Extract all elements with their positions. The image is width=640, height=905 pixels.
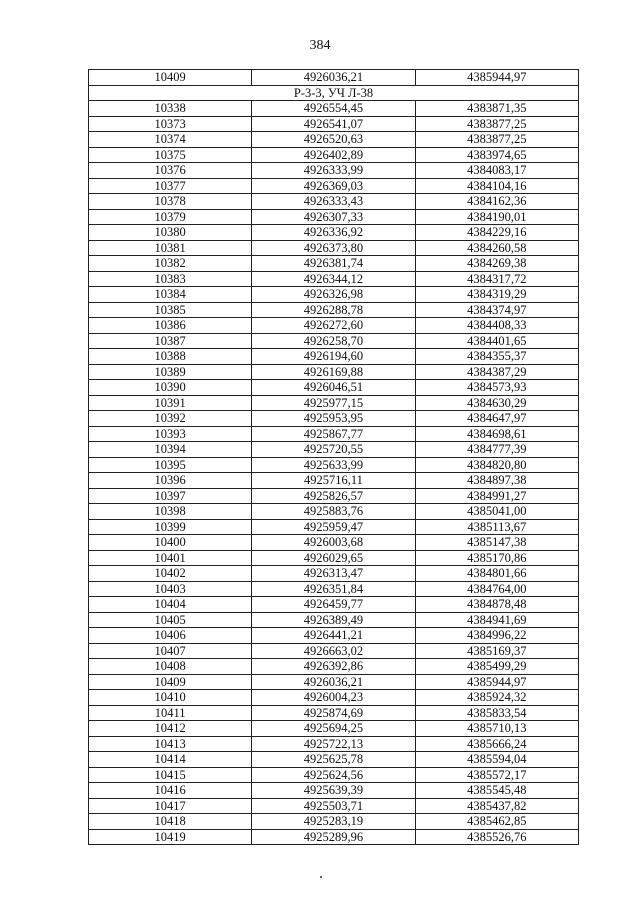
point-number-cell: 10394 xyxy=(89,442,252,458)
point-number-cell: 10398 xyxy=(89,504,252,520)
x-coordinate-cell: 4926313,47 xyxy=(252,566,415,582)
x-coordinate-cell: 4926272,60 xyxy=(252,318,415,334)
x-coordinate-cell: 4926520,63 xyxy=(252,132,415,148)
point-number-cell: 10374 xyxy=(89,132,252,148)
table-row xyxy=(89,736,579,752)
x-coordinate-cell: 4926369,03 xyxy=(252,178,415,194)
y-coordinate-cell: 4385526,76 xyxy=(415,829,578,845)
table-row xyxy=(89,597,579,613)
point-number-cell: 10373 xyxy=(89,116,252,132)
x-coordinate-cell: 4925826,57 xyxy=(252,488,415,504)
x-coordinate-cell: 4925722,13 xyxy=(252,736,415,752)
table-row xyxy=(89,287,579,303)
x-coordinate-cell: 4925289,96 xyxy=(252,829,415,845)
y-coordinate-cell: 4384820,80 xyxy=(415,457,578,473)
table-row xyxy=(89,256,579,272)
x-coordinate-cell: 4926333,99 xyxy=(252,163,415,179)
table-row xyxy=(89,271,579,287)
point-number-cell: 10380 xyxy=(89,225,252,241)
point-number-cell: 10414 xyxy=(89,752,252,768)
table-row xyxy=(89,829,579,845)
y-coordinate-cell: 4384573,93 xyxy=(415,380,578,396)
y-coordinate-cell: 4383871,35 xyxy=(415,101,578,117)
x-coordinate-cell: 4926402,89 xyxy=(252,147,415,163)
y-coordinate-cell: 4385462,85 xyxy=(415,814,578,830)
x-coordinate-cell: 4926029,65 xyxy=(252,550,415,566)
point-number-cell: 10400 xyxy=(89,535,252,551)
y-coordinate-cell: 4385041,00 xyxy=(415,504,578,520)
y-coordinate-cell: 4385594,04 xyxy=(415,752,578,768)
x-coordinate-cell: 4925625,78 xyxy=(252,752,415,768)
point-number-cell: 10397 xyxy=(89,488,252,504)
x-coordinate-cell: 4926258,70 xyxy=(252,333,415,349)
x-coordinate-cell: 4925959,47 xyxy=(252,519,415,535)
point-number-cell: 10417 xyxy=(89,798,252,814)
x-coordinate-cell: 4926554,45 xyxy=(252,101,415,117)
y-coordinate-cell: 4384104,16 xyxy=(415,178,578,194)
y-coordinate-cell: 4384647,97 xyxy=(415,411,578,427)
table-row xyxy=(89,442,579,458)
point-number-cell: 10384 xyxy=(89,287,252,303)
page-number: 384 xyxy=(309,38,331,53)
table-row xyxy=(89,550,579,566)
y-coordinate-cell: 4384996,22 xyxy=(415,628,578,644)
x-coordinate-cell: 4925977,15 xyxy=(252,395,415,411)
y-coordinate-cell: 4384374,97 xyxy=(415,302,578,318)
y-coordinate-cell: 4385170,86 xyxy=(415,550,578,566)
point-number-cell: 10407 xyxy=(89,643,252,659)
y-coordinate-cell: 4385437,82 xyxy=(415,798,578,814)
y-coordinate-cell: 4384260,58 xyxy=(415,240,578,256)
point-number-cell: 10382 xyxy=(89,256,252,272)
point-number-cell: 10408 xyxy=(89,659,252,675)
y-coordinate-cell: 4383974,65 xyxy=(415,147,578,163)
point-number-cell: 10391 xyxy=(89,395,252,411)
point-number-cell: 10412 xyxy=(89,721,252,737)
x-coordinate-cell: 4925716,11 xyxy=(252,473,415,489)
point-number-cell: 10415 xyxy=(89,767,252,783)
x-coordinate-cell: 4926036,21 xyxy=(252,674,415,690)
y-coordinate-cell: 4384401,65 xyxy=(415,333,578,349)
table-row xyxy=(89,101,579,117)
y-coordinate-cell: 4384941,69 xyxy=(415,612,578,628)
point-number-cell: 10409 xyxy=(89,674,252,690)
y-coordinate-cell: 4383877,25 xyxy=(415,132,578,148)
point-number-cell: 10401 xyxy=(89,550,252,566)
table-row xyxy=(89,178,579,194)
point-number-cell: 10410 xyxy=(89,690,252,706)
coordinates-table xyxy=(88,69,579,845)
point-number-cell: 10385 xyxy=(89,302,252,318)
y-coordinate-cell: 4385169,37 xyxy=(415,643,578,659)
table-row xyxy=(89,535,579,551)
table-row xyxy=(89,488,579,504)
y-coordinate-cell: 4384162,36 xyxy=(415,194,578,210)
y-coordinate-cell: 4385545,48 xyxy=(415,783,578,799)
table-row xyxy=(89,457,579,473)
x-coordinate-cell: 4926169,88 xyxy=(252,364,415,380)
y-coordinate-cell: 4385666,24 xyxy=(415,736,578,752)
table-row xyxy=(89,116,579,132)
x-coordinate-cell: 4926392,86 xyxy=(252,659,415,675)
table-row xyxy=(89,473,579,489)
y-coordinate-cell: 4384777,39 xyxy=(415,442,578,458)
table-row xyxy=(89,814,579,830)
point-number-cell: 10386 xyxy=(89,318,252,334)
y-coordinate-cell: 4384698,61 xyxy=(415,426,578,442)
x-coordinate-cell: 4925503,71 xyxy=(252,798,415,814)
table-row xyxy=(89,411,579,427)
y-coordinate-cell: 4385833,54 xyxy=(415,705,578,721)
point-number-cell: 10405 xyxy=(89,612,252,628)
x-coordinate-cell: 4925694,25 xyxy=(252,721,415,737)
point-number-cell: 10395 xyxy=(89,457,252,473)
table-row xyxy=(89,705,579,721)
x-coordinate-cell: 4925633,99 xyxy=(252,457,415,473)
y-coordinate-cell: 4384801,66 xyxy=(415,566,578,582)
point-number-cell: 10413 xyxy=(89,736,252,752)
point-number-cell: 10379 xyxy=(89,209,252,225)
x-coordinate-cell: 4925720,55 xyxy=(252,442,415,458)
y-coordinate-cell: 4384190,01 xyxy=(415,209,578,225)
table-row xyxy=(89,798,579,814)
table-row xyxy=(89,302,579,318)
x-coordinate-cell: 4926441,21 xyxy=(252,628,415,644)
point-number-cell: 10392 xyxy=(89,411,252,427)
section-header-row xyxy=(89,85,579,101)
table-row xyxy=(89,349,579,365)
table-row xyxy=(89,225,579,241)
table-row xyxy=(89,132,579,148)
point-number-cell: 10411 xyxy=(89,705,252,721)
point-number-cell: 10389 xyxy=(89,364,252,380)
table-row xyxy=(89,721,579,737)
table-row xyxy=(89,659,579,675)
x-coordinate-cell: 4925624,56 xyxy=(252,767,415,783)
point-number-cell: 10404 xyxy=(89,597,252,613)
x-coordinate-cell: 4926046,51 xyxy=(252,380,415,396)
y-coordinate-cell: 4384991,27 xyxy=(415,488,578,504)
x-coordinate-cell: 4926344,12 xyxy=(252,271,415,287)
x-coordinate-cell: 4926336,92 xyxy=(252,225,415,241)
table-row xyxy=(89,240,579,256)
y-coordinate-cell: 4384083,17 xyxy=(415,163,578,179)
point-number-cell: 10390 xyxy=(89,380,252,396)
x-coordinate-cell: 4925874,69 xyxy=(252,705,415,721)
x-coordinate-cell: 4926333,43 xyxy=(252,194,415,210)
point-number-cell: 10387 xyxy=(89,333,252,349)
x-coordinate-cell: 4926326,98 xyxy=(252,287,415,303)
table-row xyxy=(89,566,579,582)
point-number-cell: 10383 xyxy=(89,271,252,287)
y-coordinate-cell: 4383877,25 xyxy=(415,116,578,132)
y-coordinate-cell: 4384878,48 xyxy=(415,597,578,613)
y-coordinate-cell: 4385572,17 xyxy=(415,767,578,783)
point-number-cell: 10402 xyxy=(89,566,252,582)
x-coordinate-cell: 4926373,80 xyxy=(252,240,415,256)
table-row xyxy=(89,147,579,163)
table-row xyxy=(89,643,579,659)
x-coordinate-cell: 4926541,07 xyxy=(252,116,415,132)
point-number-cell: 10378 xyxy=(89,194,252,210)
y-coordinate-cell: 4384387,29 xyxy=(415,364,578,380)
y-coordinate-cell: 4384897,38 xyxy=(415,473,578,489)
y-coordinate-cell: 4384319,29 xyxy=(415,287,578,303)
table-row xyxy=(89,209,579,225)
x-coordinate-cell: 4926351,84 xyxy=(252,581,415,597)
table-row xyxy=(89,504,579,520)
table-row xyxy=(89,426,579,442)
point-number-cell: 10377 xyxy=(89,178,252,194)
y-coordinate-cell: 4384630,29 xyxy=(415,395,578,411)
point-number-cell: 10409 xyxy=(89,70,252,86)
y-coordinate-cell: 4385944,97 xyxy=(415,674,578,690)
point-number-cell: 10399 xyxy=(89,519,252,535)
x-coordinate-cell: 4925283,19 xyxy=(252,814,415,830)
table-row xyxy=(89,767,579,783)
point-number-cell: 10388 xyxy=(89,349,252,365)
point-number-cell: 10406 xyxy=(89,628,252,644)
y-coordinate-cell: 4384355,37 xyxy=(415,349,578,365)
x-coordinate-cell: 4926389,49 xyxy=(252,612,415,628)
x-coordinate-cell: 4926004,23 xyxy=(252,690,415,706)
table-row xyxy=(89,318,579,334)
y-coordinate-cell: 4385924,32 xyxy=(415,690,578,706)
x-coordinate-cell: 4925883,76 xyxy=(252,504,415,520)
y-coordinate-cell: 4384269,38 xyxy=(415,256,578,272)
point-number-cell: 10376 xyxy=(89,163,252,179)
y-coordinate-cell: 4385710,13 xyxy=(415,721,578,737)
point-number-cell: 10381 xyxy=(89,240,252,256)
x-coordinate-cell: 4925867,77 xyxy=(252,426,415,442)
point-number-cell: 10338 xyxy=(89,101,252,117)
x-coordinate-cell: 4926036,21 xyxy=(252,70,415,86)
table-row xyxy=(89,70,579,86)
y-coordinate-cell: 4385113,67 xyxy=(415,519,578,535)
y-coordinate-cell: 4385944,97 xyxy=(415,70,578,86)
point-number-cell: 10416 xyxy=(89,783,252,799)
table-row xyxy=(89,581,579,597)
point-number-cell: 10419 xyxy=(89,829,252,845)
x-coordinate-cell: 4925639,39 xyxy=(252,783,415,799)
y-coordinate-cell: 4384229,16 xyxy=(415,225,578,241)
table-row xyxy=(89,163,579,179)
table-row xyxy=(89,519,579,535)
x-coordinate-cell: 4926288,78 xyxy=(252,302,415,318)
table-row xyxy=(89,395,579,411)
y-coordinate-cell: 4385499,29 xyxy=(415,659,578,675)
point-number-cell: 10393 xyxy=(89,426,252,442)
table-row xyxy=(89,194,579,210)
point-number-cell: 10375 xyxy=(89,147,252,163)
point-number-cell: 10403 xyxy=(89,581,252,597)
scan-speck xyxy=(320,876,322,878)
y-coordinate-cell: 4384317,72 xyxy=(415,271,578,287)
table-row xyxy=(89,333,579,349)
point-number-cell: 10418 xyxy=(89,814,252,830)
y-coordinate-cell: 4384764,00 xyxy=(415,581,578,597)
x-coordinate-cell: 4926663,02 xyxy=(252,643,415,659)
table-row xyxy=(89,380,579,396)
table-row xyxy=(89,783,579,799)
point-number-cell: 10396 xyxy=(89,473,252,489)
x-coordinate-cell: 4925953,95 xyxy=(252,411,415,427)
x-coordinate-cell: 4926194,60 xyxy=(252,349,415,365)
table-row xyxy=(89,628,579,644)
section-title: Р-3-3, УЧ Л-38 xyxy=(89,85,579,101)
x-coordinate-cell: 4926459,77 xyxy=(252,597,415,613)
x-coordinate-cell: 4926307,33 xyxy=(252,209,415,225)
table-row xyxy=(89,364,579,380)
y-coordinate-cell: 4384408,33 xyxy=(415,318,578,334)
y-coordinate-cell: 4385147,38 xyxy=(415,535,578,551)
table-row xyxy=(89,674,579,690)
x-coordinate-cell: 4926003,68 xyxy=(252,535,415,551)
x-coordinate-cell: 4926381,74 xyxy=(252,256,415,272)
table-row xyxy=(89,612,579,628)
table-row xyxy=(89,690,579,706)
table-row xyxy=(89,752,579,768)
